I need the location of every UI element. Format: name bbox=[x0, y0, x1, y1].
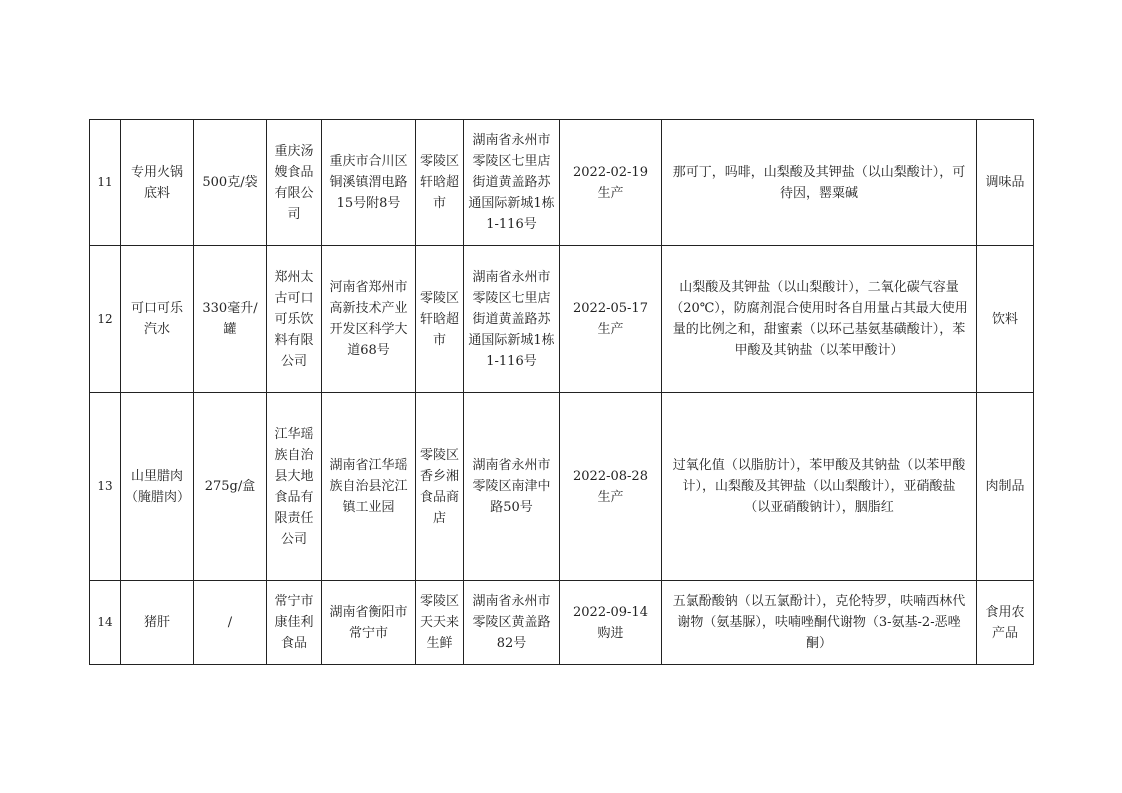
row-number: 11 bbox=[90, 120, 121, 246]
sampled-address: 湖南省永州市零陵区七里店街道黄盖路苏通国际新城1栋1-116号 bbox=[464, 120, 560, 246]
test-items: 山梨酸及其钾盐（以山梨酸计），二氧化碳气容量（20℃），防腐剂混合使用时各自用量占其最大使用量的比例之和，甜蜜素（以环己基氨基磺酸计），苯甲酸及其钠盐（以苯甲酸计） bbox=[662, 246, 977, 393]
sampled-unit: 零陵区天天来生鲜 bbox=[416, 581, 464, 665]
producer: 郑州太古可口可乐饮料有限公司 bbox=[267, 246, 322, 393]
producer-address: 重庆市合川区铜溪镇渭电路15号附8号 bbox=[322, 120, 416, 246]
date: 2022-08-28 bbox=[573, 468, 648, 484]
category: 饮料 bbox=[977, 246, 1034, 393]
date-cell bbox=[560, 246, 662, 393]
producer: 常宁市康佳利食品 bbox=[267, 581, 322, 665]
row-number: 13 bbox=[90, 393, 121, 581]
table-row bbox=[90, 393, 1034, 581]
inspection-table bbox=[89, 119, 1034, 665]
spec: 275g/盒 bbox=[194, 393, 267, 581]
date-type: 生产 bbox=[597, 322, 624, 337]
spec: 330毫升/罐 bbox=[194, 246, 267, 393]
date: 2022-05-17 bbox=[573, 301, 648, 316]
category: 肉制品 bbox=[977, 393, 1034, 581]
product-name: 专用火锅底料 bbox=[121, 120, 194, 246]
table-row bbox=[90, 120, 1034, 246]
row-number: 14 bbox=[90, 581, 121, 665]
sampled-unit: 零陵区香乡湘食品商店 bbox=[416, 393, 464, 581]
category: 调味品 bbox=[977, 120, 1034, 246]
table-row bbox=[90, 581, 1034, 665]
product-name: 猪肝 bbox=[121, 581, 194, 665]
product-name: 可口可乐汽水 bbox=[121, 246, 194, 393]
sampled-address: 湖南省永州市零陵区七里店街道黄盖路苏通国际新城1栋1-116号 bbox=[464, 246, 560, 393]
producer: 江华瑶族自治县大地食品有限责任公司 bbox=[267, 393, 322, 581]
date: 2022-09-14 bbox=[573, 604, 648, 620]
date-cell bbox=[560, 581, 662, 665]
test-items: 过氧化值（以脂肪计），苯甲酸及其钠盐（以苯甲酸计），山梨酸及其钾盐（以山梨酸计），亚硝酸盐（以亚硝酸钠计），胭脂红 bbox=[662, 393, 977, 581]
date-type: 购进 bbox=[597, 625, 624, 641]
producer: 重庆汤嫂食品有限公司 bbox=[267, 120, 322, 246]
spec: 500克/袋 bbox=[194, 120, 267, 246]
date-cell bbox=[560, 120, 662, 246]
sampled-address: 湖南省永州市零陵区南津中路50号 bbox=[464, 393, 560, 581]
producer-address: 河南省郑州市高新技术产业开发区科学大道68号 bbox=[322, 246, 416, 393]
spec: / bbox=[194, 581, 267, 665]
test-items: 五氯酚酸钠（以五氯酚计），克伦特罗，呋喃西林代谢物（氨基脲），呋喃唑酮代谢物（3-氨基-2-恶唑酮） bbox=[662, 581, 977, 665]
date-type: 生产 bbox=[597, 489, 624, 505]
table-row bbox=[90, 246, 1034, 393]
row-number: 12 bbox=[90, 246, 121, 393]
date-cell bbox=[560, 393, 662, 581]
product-name: 山里腊肉（腌腊肉） bbox=[121, 393, 194, 581]
producer-address: 湖南省衡阳市常宁市 bbox=[322, 581, 416, 665]
date-type: 生产 bbox=[597, 185, 624, 201]
sampled-unit: 零陵区轩晗超市 bbox=[416, 120, 464, 246]
producer-address: 湖南省江华瑶族自治县沱江镇工业园 bbox=[322, 393, 416, 581]
category: 食用农产品 bbox=[977, 581, 1034, 665]
test-items: 那可丁，吗啡，山梨酸及其钾盐（以山梨酸计），可待因，罂粟碱 bbox=[662, 120, 977, 246]
sampled-unit: 零陵区轩晗超市 bbox=[416, 246, 464, 393]
date: 2022-02-19 bbox=[573, 164, 648, 180]
sampled-address: 湖南省永州市零陵区黄盖路82号 bbox=[464, 581, 560, 665]
